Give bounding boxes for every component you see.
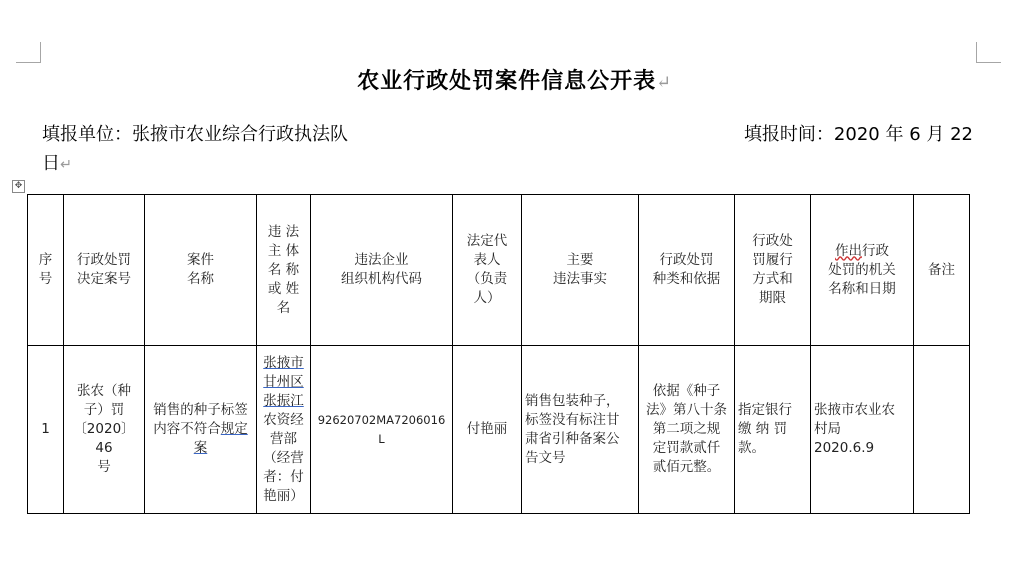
header-case-name-line: 案件 xyxy=(187,252,214,268)
cell-authority xyxy=(811,346,914,514)
header-method xyxy=(735,195,811,346)
header-penalty xyxy=(639,195,735,346)
cell-party-line: 农资经 xyxy=(263,411,304,428)
cell-remark xyxy=(914,346,970,514)
header-method-line: 行政处 xyxy=(752,233,793,249)
cell-case-name-line: 销售的种子标签 xyxy=(153,402,248,418)
cell-legal-rep-text: 付艳丽 xyxy=(466,421,508,437)
cell-party-line: 艳丽） xyxy=(263,487,304,504)
cell-authority-line: 张掖市农业农 xyxy=(814,402,895,418)
cell-org-code-line: 92620702MA7206016 xyxy=(317,412,446,427)
cell-party xyxy=(257,346,311,514)
table-header-row xyxy=(28,195,970,346)
cell-authority-line: 2020.6.9 xyxy=(814,440,875,456)
cell-penalty-line: 第二项之规 xyxy=(652,421,721,437)
header-facts-line: 主要 xyxy=(566,252,594,268)
header-remark-line: 备注 xyxy=(928,261,955,278)
cell-decision-no-line: 张农（种 xyxy=(77,383,131,399)
cell-seq xyxy=(28,346,64,514)
cell-method-line: 款。 xyxy=(738,440,765,456)
header-party-line: 名 称 xyxy=(267,261,300,278)
header-org-code xyxy=(311,195,453,346)
cell-method-line: 缴 纳 罚 xyxy=(738,421,788,437)
header-org-code-line: 违法企业 xyxy=(354,252,409,268)
cell-penalty-line: 法》第八十条 xyxy=(646,402,727,418)
crop-mark-top-left xyxy=(16,42,41,63)
cell-case-name-underlined: 案 xyxy=(193,440,208,456)
header-seq-line: 序 xyxy=(38,252,53,268)
header-method-line: 罚履行 xyxy=(752,252,793,268)
cell-facts xyxy=(522,346,639,514)
header-remark xyxy=(914,195,970,346)
cell-org-code xyxy=(311,346,453,514)
header-authority-line: 处罚的机关 xyxy=(828,261,896,278)
header-decision-no xyxy=(64,195,145,346)
header-party-line: 名 xyxy=(276,299,291,316)
cell-party-line: 营部 xyxy=(270,430,297,447)
header-facts xyxy=(522,195,639,346)
header-method-line: 方式和 xyxy=(752,271,793,287)
cell-facts-line: 肃省引种备案公 xyxy=(525,430,620,447)
header-authority-line xyxy=(814,242,910,261)
cell-seq-text: 1 xyxy=(41,421,50,437)
cell-facts-line: 标签没有标注甘 xyxy=(525,411,620,428)
header-decision-no-line: 决定案号 xyxy=(77,271,131,287)
cell-decision-no-line: 子）罚 xyxy=(83,402,125,418)
document-title xyxy=(0,64,1029,95)
table-move-handle-icon[interactable]: ✥ xyxy=(12,180,25,193)
cell-authority-line: 村局 xyxy=(814,421,841,437)
header-party-line: 违 法 xyxy=(267,223,300,240)
cell-penalty-line: 贰佰元整。 xyxy=(652,459,721,475)
header-seq-line: 号 xyxy=(38,271,53,287)
cell-case-name-line xyxy=(148,420,253,439)
cell-org-code-line: L xyxy=(378,431,385,446)
case-info-table xyxy=(27,194,970,514)
header-party-line: 或 姓 xyxy=(267,280,300,297)
cell-decision-no-line: 号 xyxy=(97,459,111,475)
header-authority-text: 行政 xyxy=(862,242,889,259)
header-penalty-line: 行政处罚 xyxy=(659,252,714,268)
header-authority-spellcheck: 作出 xyxy=(835,242,862,259)
header-legal-rep-line: 人） xyxy=(473,290,501,306)
header-case-name-line: 名称 xyxy=(187,271,214,287)
header-party-line: 主 体 xyxy=(267,242,300,259)
header-seq xyxy=(28,195,64,346)
header-case-name xyxy=(145,195,257,346)
cell-case-name-underlined: 规定 xyxy=(220,421,248,437)
cell-party-line: 张振江 xyxy=(263,392,304,409)
cell-case-name-text: 内容不符合 xyxy=(153,421,221,437)
cell-decision-no-line: 〔2020〕46 xyxy=(73,421,135,456)
cell-legal-rep xyxy=(453,346,522,514)
cell-facts-line: 告文号 xyxy=(525,449,566,466)
header-authority xyxy=(811,195,914,346)
header-party xyxy=(257,195,311,346)
cell-case-name xyxy=(145,346,257,514)
cell-party-line: 者：付 xyxy=(263,468,304,485)
cell-facts-line: 销售包装种子， xyxy=(525,392,620,409)
cell-party-line: （经营 xyxy=(263,449,304,466)
header-authority-line: 名称和日期 xyxy=(828,280,896,297)
fill-day-text: 日 xyxy=(42,153,60,174)
fill-unit: 填报单位：张掖市农业综合行政执法队 xyxy=(42,124,348,145)
cell-case-name-line xyxy=(148,439,253,458)
cell-decision-no xyxy=(64,346,145,514)
fill-time: 填报时间：2020 年 6 月 22 xyxy=(743,124,973,145)
header-penalty-line: 种类和依据 xyxy=(652,271,721,287)
cell-penalty-line: 依据《种子 xyxy=(652,383,721,399)
cell-method xyxy=(735,346,811,514)
crop-mark-top-right xyxy=(976,42,1001,63)
header-facts-line: 违法事实 xyxy=(553,271,607,287)
fill-time-continuation xyxy=(42,149,72,175)
header-org-code-line: 组织机构代码 xyxy=(341,271,422,287)
cell-penalty xyxy=(639,346,735,514)
header-decision-no-line: 行政处罚 xyxy=(77,252,131,268)
title-text: 农业行政处罚案件信息公开表 xyxy=(357,68,657,94)
header-legal-rep-line: （负责 xyxy=(466,271,508,287)
header-legal-rep xyxy=(453,195,522,346)
header-legal-rep-line: 法定代 xyxy=(466,233,508,249)
cell-penalty-line: 定罚款贰仟 xyxy=(652,440,721,456)
header-legal-rep-line: 表人 xyxy=(473,252,501,268)
table-row xyxy=(28,346,970,514)
paragraph-mark-icon: ↵ xyxy=(656,73,672,93)
cell-party-line: 张掖市 xyxy=(263,354,304,371)
header-method-line: 期限 xyxy=(759,290,786,306)
cell-method-line: 指定银行 xyxy=(738,402,792,418)
cell-party-line: 甘州区 xyxy=(263,373,304,390)
paragraph-mark-icon: ↵ xyxy=(60,157,73,173)
